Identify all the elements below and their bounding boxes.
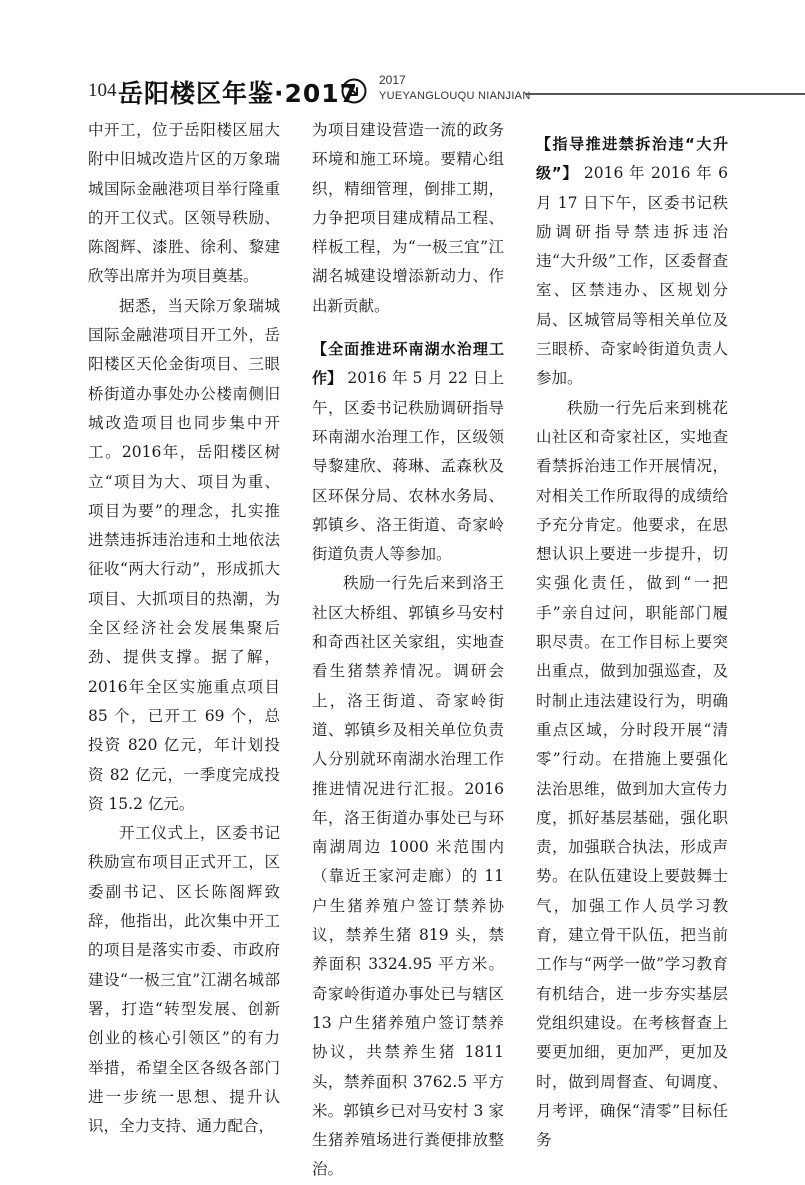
paragraph: 中开工，位于岳阳楼区屈大附中旧城改造片区的万象瑞城国际金融港项目举行隆重的开工仪式。区领导秩励、陈阁辉、漆胜、徐利、黎建欣等出席并为项目奠基。 [88, 121, 280, 286]
paragraph: 秩励一行先后来到桃花山社区和奇家社区，实地查看禁拆治违工作开展情况，对相关工作所取得的成绩给予充分肯定。他要求，在思想认识上要进一步提升，切实强化责任，做到“一把手”亲自过问，职能部门履职尽责。在工作目标上要突出重点，做到加强巡查，及时制止违法建设行为，明确重点区域，分时段开展“清零”行动。在措施上要强化法治思维，做到加大宣传力度，抓好基层基础，强化职责，加强联合执法，形成声势。在队伍建设上要鼓舞士气，加强工作人员学习教育，建立骨干队伍，把当前工作与“两学一做”学习教育有机结合，进一步夯实基层党组织建设。在考核督查上要更加细，更加严，更加及时，做到周督查、旬调度、月考评，确保“清零”目标任务 [536, 398, 728, 1150]
text-column-2 [312, 116, 504, 1179]
page-header [0, 0, 805, 110]
section-paragraph [536, 130, 728, 394]
section-body: 2016 年 5 月 22 日上午，区委书记秩励调研指导环南湖水治理工作，区级领导黎建欣、蒋琳、孟森秋及区环保分局、农林水务局、郭镇乡、洛王街道、奇家岭街道负责人等参加。 [312, 369, 504, 564]
english-name: YUEYANGLOUQU NIANJIAN [379, 90, 531, 102]
header-rule [526, 93, 805, 95]
circled-arrow-icon [341, 78, 367, 104]
section-title: 【全面推进环南湖水治理工作】 [312, 340, 504, 388]
paragraph: 开工仪式上，区委书记秩励宣布项目正式开工，区委副书记、区长陈阁辉致辞，他指出，此次集中开工的项目是落实市委、市政府建设“一极三宜”江湖名城部署，打造“转型发展、创新创业的核心引领区”的有力举措，希望全区各级各部门进一步统一思想、提升认识，全力支持、通力配合， [88, 824, 280, 1136]
text-column-1 [88, 116, 280, 1136]
paragraph: 为项目建设营造一流的政务环境和施工环境。要精心组织，精细管理，倒排工期，力争把项目建成精品工程、样板工程，为“一极三宜”江湖名城建设增添新动力、作出新贡献。 [312, 121, 504, 315]
page-number: 104 [88, 80, 117, 101]
english-year: 2017 [379, 73, 406, 87]
paragraph: 秩励一行先后来到洛王社区大桥组、郭镇乡马安村和奇西社区关家组，实地查看生猪禁养情况。调研会上，洛王街道、奇家岭街道、郭镇乡及相关单位负责人分别就环南湖水治理工作推进情况进行汇报。2016 年，洛王街道办事处已与环南湖周边 1000 米范围内（靠近王家河走廊）的 11 户生猪养殖户签订禁养协议，禁养生猪 819 头，禁养面积 3324.95 平方米。奇家岭街道办事处已与辖区 13 户生猪养殖户签订禁养协议，共禁养生猪 1811 头，禁养面积 3762.5 平方米。郭镇乡已对马安村 3 家生猪养殖场进行粪便排放整治。 [312, 574, 504, 1179]
paragraph: 据悉，当天除万象瑞城国际金融港项目开工外，岳阳楼区天伦金街项目、三眼桥街道办事处办公楼南侧旧城改造项目也同步集中开工。2016年，岳阳楼区树立“项目为大、项目为重、项目为要”的理念，扎实推进禁违拆违治违和土地依法征收“两大行动”，形成抓大项目、大抓项目的热潮，为全区经济社会发展集聚后劲、提供支撑。据了解，2016年全区实施重点项目 85 个，已开工 69 个，总投资 820 亿元，年计划投资 82 亿元，一季度完成投资 15.2 亿元。 [88, 296, 280, 813]
section-paragraph [312, 335, 504, 569]
book-title: 岳阳楼区年鉴·2017 [118, 79, 359, 108]
section-title: 【指导推进禁拆治违“大升级”】 [536, 135, 728, 183]
text-column-3 [536, 116, 728, 1150]
section-body: 2016 年 2016 年 6 月 17 日下午，区委书记秩励调研指导禁违拆违治违“大升级”工作，区委督查室、区禁违办、区规划分局、区城管局等相关单位及三眼桥、奇家岭街道负责人参加。 [536, 164, 728, 388]
